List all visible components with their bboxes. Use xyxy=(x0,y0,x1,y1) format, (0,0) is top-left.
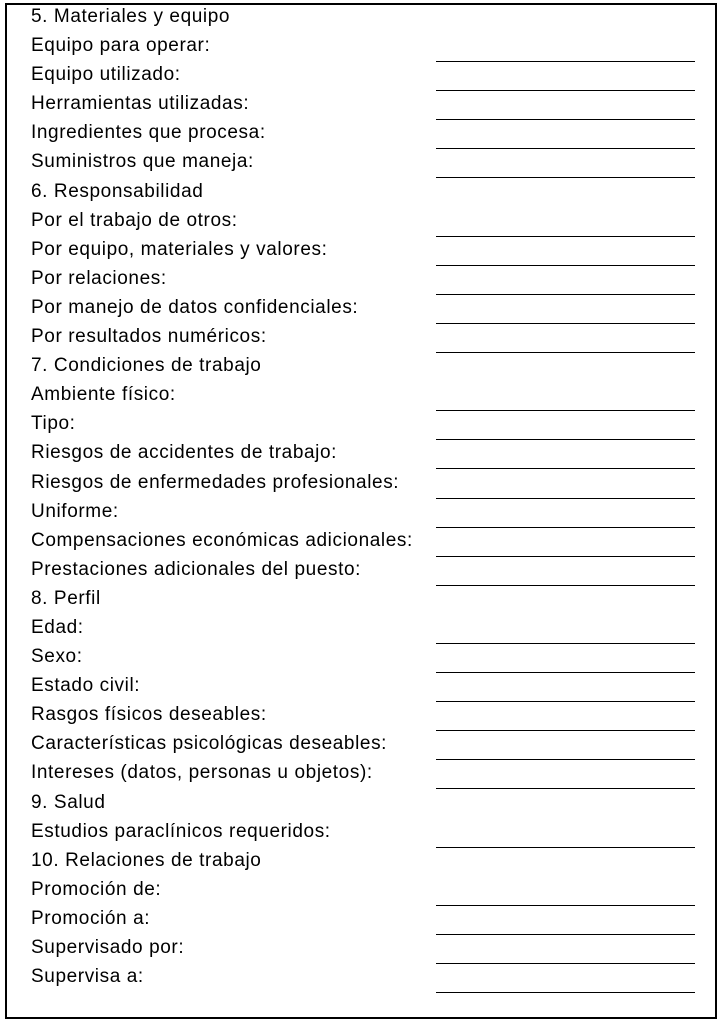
form-row xyxy=(0,643,722,672)
answer-blank-line[interactable] xyxy=(436,992,695,993)
field-label: Por resultados numéricos: xyxy=(31,326,267,348)
form-row xyxy=(0,527,722,556)
field-label: Ambiente físico: xyxy=(31,384,176,406)
field-label: Por equipo, materiales y valores: xyxy=(31,238,328,260)
field-label: Por manejo de datos confidenciales: xyxy=(31,296,359,318)
field-label: Riesgos de enfermedades profesionales: xyxy=(31,471,400,493)
form-row xyxy=(0,381,722,410)
field-label: Equipo para operar: xyxy=(31,35,211,57)
field-label: Tipo: xyxy=(31,413,76,435)
form-row xyxy=(0,963,722,992)
form-row xyxy=(0,294,722,323)
form-row xyxy=(0,410,722,439)
form-row xyxy=(0,236,722,265)
form-row xyxy=(0,701,722,730)
section-heading xyxy=(0,352,722,381)
field-label: Ingredientes que procesa: xyxy=(31,122,266,144)
section-heading xyxy=(0,789,722,818)
section-heading xyxy=(0,178,722,207)
field-label: Suministros que maneja: xyxy=(31,151,254,173)
form-row xyxy=(0,905,722,934)
section-heading xyxy=(0,585,722,614)
field-label: Promoción de: xyxy=(31,878,162,900)
field-label: Estudios paraclínicos requeridos: xyxy=(31,820,331,842)
section-heading xyxy=(0,3,722,32)
section-heading-label: 10. Relaciones de trabajo xyxy=(31,849,262,871)
form-row xyxy=(0,148,722,177)
section-heading xyxy=(0,847,722,876)
field-label: Edad: xyxy=(31,616,84,638)
form-row xyxy=(0,556,722,585)
form-row xyxy=(0,934,722,963)
form-rows xyxy=(0,3,722,992)
section-heading-label: 9. Salud xyxy=(31,791,106,813)
form-row xyxy=(0,207,722,236)
form-row xyxy=(0,614,722,643)
field-label: Supervisa a: xyxy=(31,966,144,988)
form-row xyxy=(0,469,722,498)
field-label: Sexo: xyxy=(31,646,83,668)
field-label: Por el trabajo de otros: xyxy=(31,209,238,231)
field-label: Equipo utilizado: xyxy=(31,64,181,86)
field-label: Intereses (datos, personas u objetos): xyxy=(31,762,373,784)
field-label: Supervisado por: xyxy=(31,937,185,958)
section-heading-label: 8. Perfil xyxy=(31,587,101,609)
field-label: Por relaciones: xyxy=(31,267,167,289)
field-label: Uniforme: xyxy=(31,500,119,522)
field-label: Estado civil: xyxy=(31,675,141,697)
form-row xyxy=(0,818,722,847)
section-heading-label: 6. Responsabilidad xyxy=(31,180,204,202)
form-row xyxy=(0,119,722,148)
form-row xyxy=(0,672,722,701)
form-row xyxy=(0,730,722,759)
form-row xyxy=(0,439,722,468)
form-row xyxy=(0,876,722,905)
form-row xyxy=(0,498,722,527)
section-heading-label: 7. Condiciones de trabajo xyxy=(31,355,262,377)
form-row xyxy=(0,61,722,90)
form-row xyxy=(0,265,722,294)
field-label: Prestaciones adicionales del puesto: xyxy=(31,558,362,580)
field-label: Compensaciones económicas adicionales: xyxy=(31,529,413,551)
form-row xyxy=(0,32,722,61)
field-label: Características psicológicas deseables: xyxy=(31,733,388,755)
field-label: Rasgos físicos deseables: xyxy=(31,704,267,726)
field-label: Herramientas utilizadas: xyxy=(31,93,250,115)
section-heading-label: 5. Materiales y equipo xyxy=(31,6,231,27)
form-row xyxy=(0,759,722,788)
form-row xyxy=(0,90,722,119)
field-label: Promoción a: xyxy=(31,907,151,929)
field-label: Riesgos de accidentes de trabajo: xyxy=(31,442,338,464)
form-row xyxy=(0,323,722,352)
